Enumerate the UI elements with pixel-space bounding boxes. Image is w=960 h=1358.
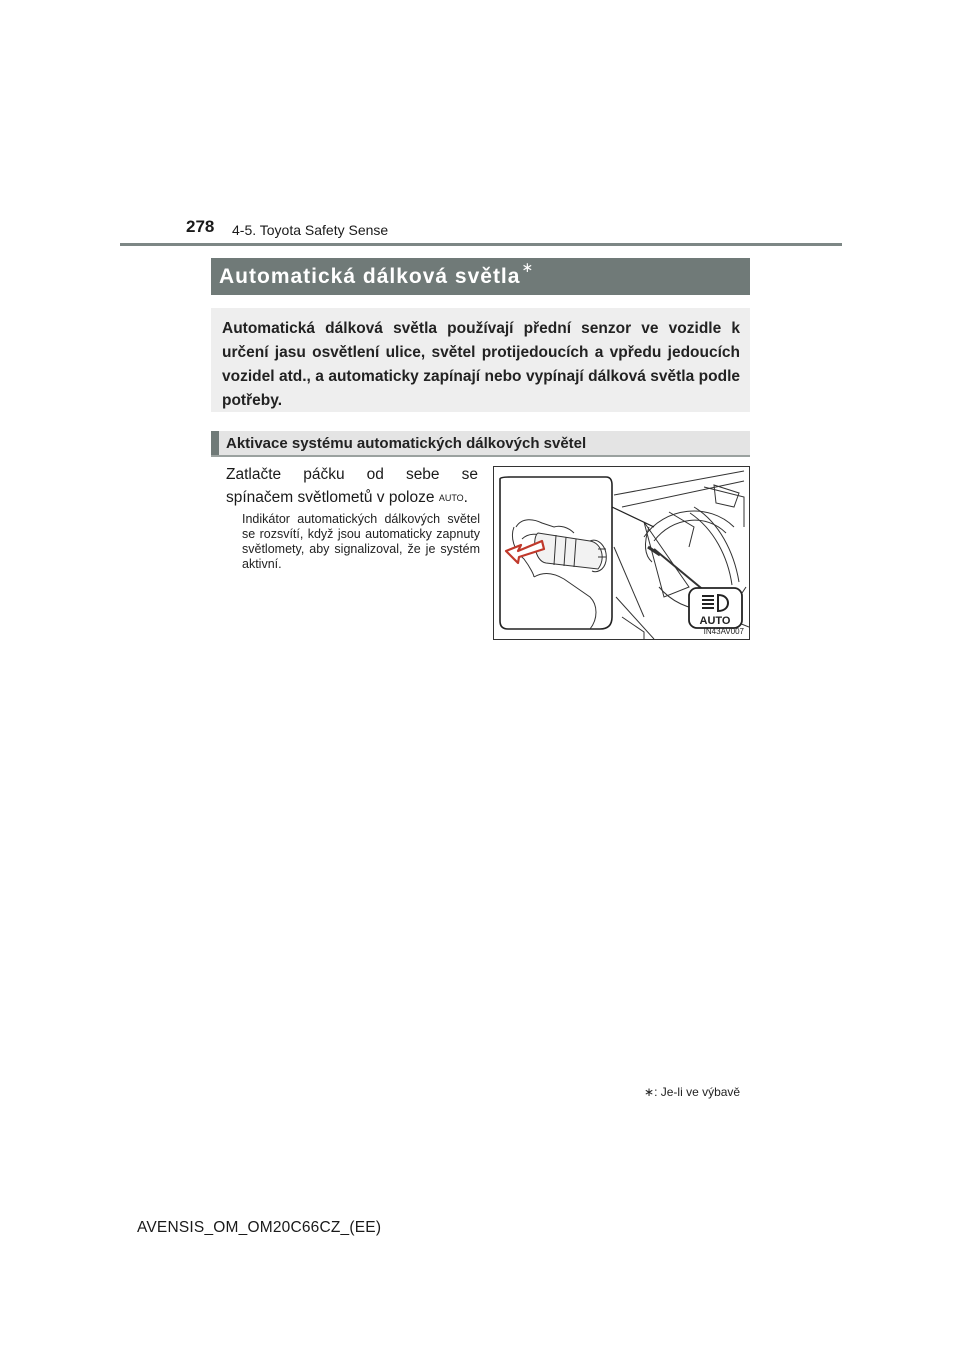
subheading-accent (211, 431, 219, 455)
footnote (644, 1085, 740, 1099)
auto-switch-label: AUTO (438, 493, 464, 503)
note-text: Indikátor automatických dálkových světel se rozsvítí, když jsou automaticky zapnuty světlomety, aby signalizoval, že je systém aktivní. (242, 512, 480, 571)
subheading-text: Aktivace systému automatických dálkových světel (226, 435, 587, 452)
page-title (211, 258, 750, 295)
page-number: 278 (186, 217, 215, 236)
header-rule (120, 243, 842, 246)
intro-box (211, 308, 750, 412)
footnote-marker: ∗ (644, 1085, 655, 1099)
figure-code: IN43AV007 (703, 627, 744, 636)
section-label: 4-5. Toyota Safety Sense (232, 222, 389, 238)
document-code: AVENSIS_OM_OM20C66CZ_(EE) (137, 1219, 382, 1236)
page-title-text: Automatická dálková světla (219, 265, 521, 288)
subheading (211, 431, 750, 457)
dashboard-drawing (494, 467, 749, 639)
lever-illustration (493, 466, 750, 640)
instruction-body: Zatlačte páčku od sebe se spínačem světlometů v poloze (226, 466, 478, 506)
optional-equipment-marker: ∗ (521, 259, 535, 275)
auto-indicator-label: AUTO (699, 615, 731, 627)
instruction-end: . (463, 489, 468, 506)
instruction-text (226, 463, 478, 510)
footnote-text: : Je-li ve výbavě (654, 1085, 741, 1099)
intro-text: Automatická dálková světla používají přední senzor ve vozidle k určení jasu osvětlení ulice, světel protijedoucích a vpředu jedoucích vozidel atd., a automaticky zapínají nebo vypínají dálková světla podle potřeby. (222, 320, 740, 409)
